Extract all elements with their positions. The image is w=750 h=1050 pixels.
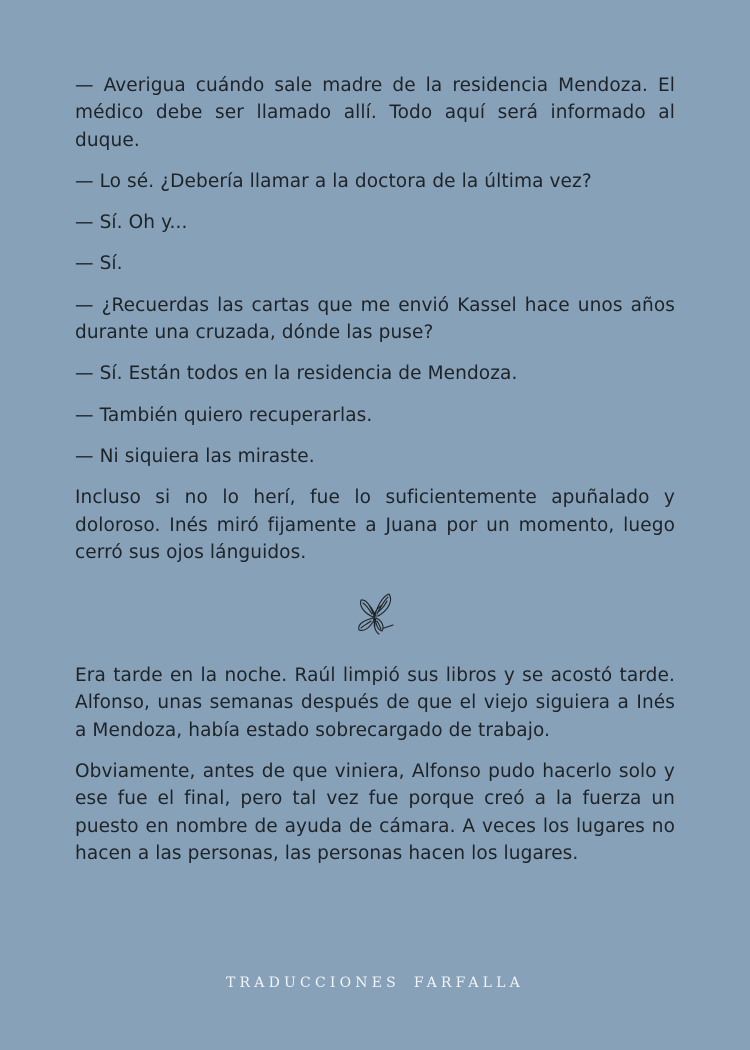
paragraph: — Averigua cuándo sale madre de la residencia Mendoza. El médico debe ser llamado allí. Todo aquí será informado al duque. [75,75,675,151]
footer-word: TRADUCCIONES [226,975,400,991]
paragraph: Obviamente, antes de que viniera, Alfonso pudo hacerlo solo y ese fue el final, pero tal vez fue porque creó a la fuerza un puesto en nombre de ayuda de cámara. A veces los lugares no hacen a las personas, las personas hacen los lugares. [75,761,675,864]
paragraph: Incluso si no lo herí, fue lo suficientemente apuñalado y doloroso. Inés miró fijamente a Juana por un momento, luego cerró sus ojos lánguidos. [75,487,675,563]
butterfly-icon [351,590,399,638]
paragraph: — Sí. Oh y... [75,212,188,234]
paragraph: — Sí. [75,253,123,275]
paragraph: Era tarde en la noche. Raúl limpió sus libros y se acostó tarde. Alfonso, unas semanas después de que el viejo siguiera a Inés a Mendoza, había estado sobrecargado de trabajo. [75,665,675,741]
page-body [75,72,675,881]
paragraph: — Sí. Están todos en la residencia de Mendoza. [75,363,518,385]
paragraph: — Lo sé. ¿Debería llamar a la doctora de la última vez? [75,170,592,192]
paragraph: — Ni siquiera las miraste. [75,445,315,467]
section-divider [75,590,675,638]
paragraph: — También quiero recuperarlas. [75,404,373,426]
footer-word: FARFALLA [413,975,524,991]
paragraph: — ¿Recuerdas las cartas que me envió Kassel hace unos años durante una cruzada, dónde las puse? [75,294,675,344]
footer-credit [0,975,750,991]
section-narrative [75,662,675,867]
section-dialogue [75,72,675,566]
